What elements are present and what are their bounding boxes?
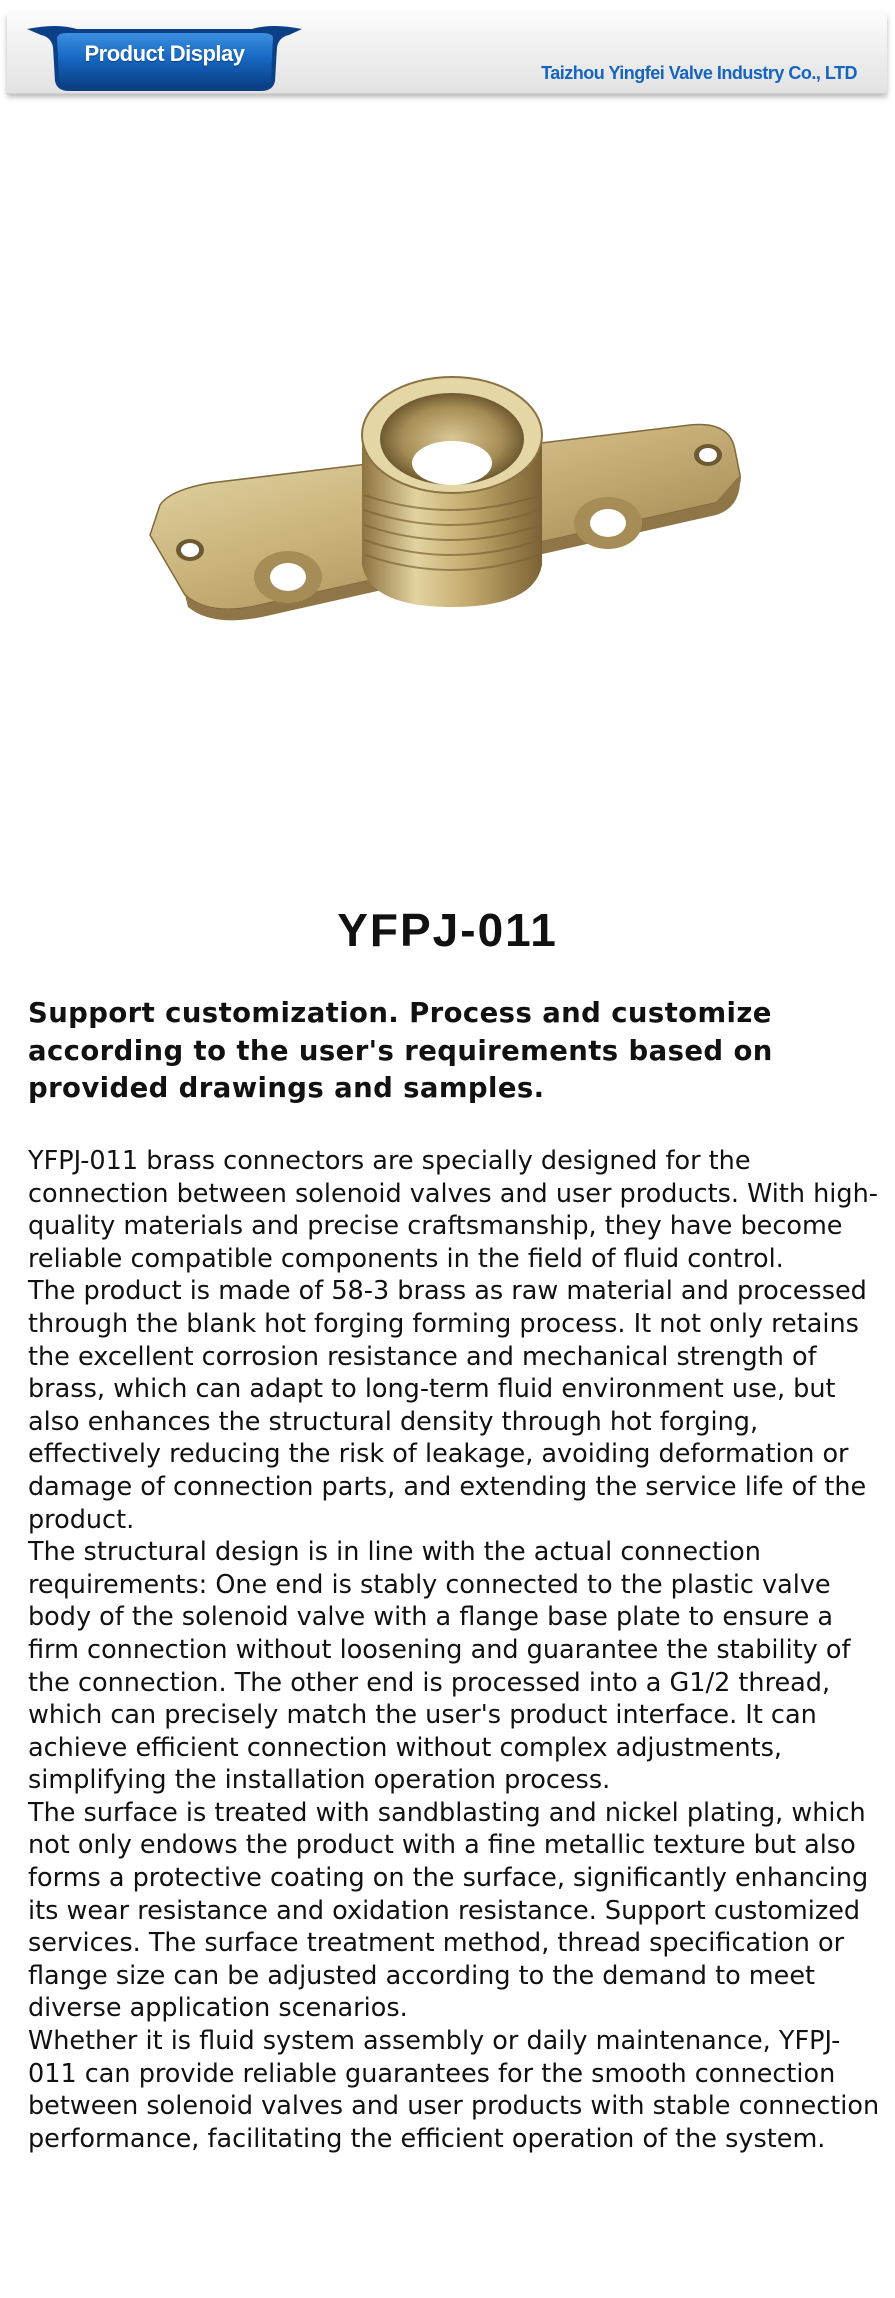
customization-subtitle: Support customization. Process and customize according to the user's requirements based on provided drawings and samples. — [28, 997, 773, 1104]
product-model: YFPJ-011 — [337, 904, 558, 956]
description-paragraph: Whether it is fluid system assembly or daily maintenance, YFPJ-011 can provide reliable guarantees for the smooth connection between solenoid valves and user products with stable connection performance, facilitating the efficient operation of the system. — [28, 2026, 880, 2154]
product-description — [28, 1145, 888, 2155]
description-paragraph: The product is made of 58-3 brass as raw material and processed through the blank hot forging forming process. It not only retains the excellent corrosion resistance and mechanical strength of brass, which can adapt to long-term fluid environment use, but also enhances the structural density through hot forging, effectively reducing the risk of leakage, avoiding deformation or damage of connection parts, and extending the service life of the product. — [28, 1276, 867, 1535]
description-paragraph: YFPJ-011 brass connectors are specially designed for the connection between solenoid valves and user products. With high-quality materials and precise craftsmanship, they have become reliable compatible components in the field of fluid control. — [28, 1146, 878, 1274]
product-display-header — [7, 13, 887, 94]
description-paragraph: The surface is treated with sandblasting and nickel plating, which not only endows the product with a fine metallic texture but also forms a protective coating on the surface, significantly enhancing its wear resistance and oxidation resistance. Support customized services. The surface treatment method, thread specification or flange size can be adjusted according to the demand to meet diverse application scenarios. — [28, 1797, 869, 2024]
description-paragraph: The structural design is in line with the actual connection requirements: One end is stably connected to the plastic valve body of the solenoid valve with a flange base plate to ensure a firm connection without loosening and guarantee the stability of the connection. The other end is processed into a G1/2 thread, which can precisely match the user's product interface. It can achieve efficient connection without complex adjustments, simplifying the installation operation process. — [28, 1537, 851, 1796]
product-display-tab[interactable] — [27, 23, 302, 97]
product-display-label: Product Display — [84, 41, 245, 66]
brass-flange-connector-image — [130, 355, 770, 645]
company-name: Taizhou Yingfei Valve Industry Co., LTD — [541, 63, 857, 83]
